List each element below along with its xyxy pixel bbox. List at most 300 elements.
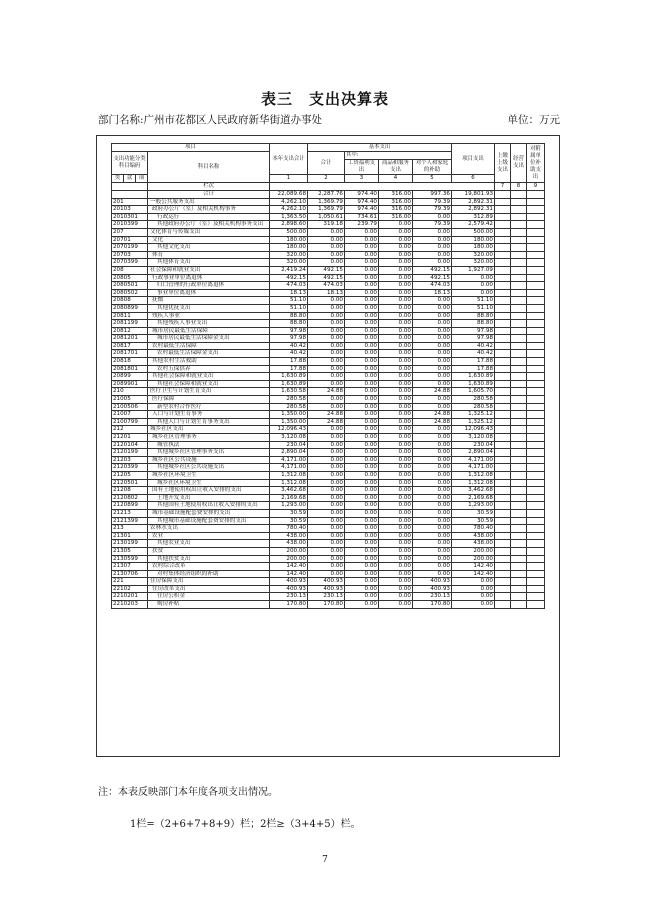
row-value: 1,630.89	[452, 380, 495, 388]
row-value: 0.00	[413, 555, 452, 563]
row-name: 新型农村合作医疗	[148, 403, 270, 411]
row-value: 4,171.00	[270, 464, 308, 472]
row-value: 170.80	[270, 601, 308, 609]
row-value: 0.00	[345, 585, 379, 593]
row-value: 24.88	[308, 418, 345, 426]
department-line	[98, 112, 322, 127]
row-value: 24.88	[308, 411, 345, 419]
row-value: 2,890.04	[452, 449, 495, 457]
row-value: 0.00	[413, 570, 452, 578]
row-value: 79.39	[413, 206, 452, 214]
header-kind: 类	[112, 175, 124, 183]
row-code: 2010301	[112, 213, 148, 221]
row-value: 0.00	[452, 274, 495, 282]
row-value: 0.00	[379, 289, 413, 297]
row-value: 1,363.50	[270, 213, 308, 221]
row-name: 城乡社区环境卫生	[148, 479, 270, 487]
row-value: 0.00	[413, 525, 452, 533]
row-value: 0.00	[345, 327, 379, 335]
table-row	[112, 274, 545, 282]
row-value: 3,462.68	[452, 487, 495, 495]
row-value: 0.00	[345, 502, 379, 510]
row-value: 0.00	[379, 304, 413, 312]
row-value: 0.00	[413, 304, 452, 312]
row-value: 1,350.00	[270, 418, 308, 426]
row-name: 其他农村生活救助	[148, 358, 270, 366]
row-code: 2080502	[112, 289, 148, 297]
row-value: 51.10	[270, 304, 308, 312]
table-row	[112, 509, 545, 517]
table-row	[112, 464, 545, 472]
row-name: 归口管理的行政单位离退休	[148, 282, 270, 290]
table-row	[112, 471, 545, 479]
row-value: 88.80	[452, 320, 495, 328]
total-value: 2,287.76	[308, 191, 345, 199]
row-value: 0.00	[379, 509, 413, 517]
row-value: 230.13	[413, 593, 452, 601]
row-value: 200.00	[270, 547, 308, 555]
row-name: 医疗保障	[148, 396, 270, 404]
table-row	[112, 441, 545, 449]
row-value: 4,171.00	[452, 464, 495, 472]
row-code: 2070199	[112, 244, 148, 252]
row-value: 30.59	[452, 509, 495, 517]
row-value: 30.59	[452, 517, 495, 525]
row-value: 0.00	[345, 479, 379, 487]
row-name: 城市基础设施配套费安排的支出	[148, 509, 270, 517]
row-value: 17.88	[452, 365, 495, 373]
row-value: 0.00	[345, 266, 379, 274]
row-name: 体育	[148, 251, 270, 259]
row-value: 0.00	[379, 373, 413, 381]
row-value: 30.59	[270, 509, 308, 517]
table-row	[112, 350, 545, 358]
row-value: 1,312.08	[452, 471, 495, 479]
row-code: 20812	[112, 327, 148, 335]
row-value: 88.80	[452, 312, 495, 320]
table-row	[112, 206, 545, 214]
row-value: 200.00	[452, 547, 495, 555]
row-value: 0.00	[345, 570, 379, 578]
row-value: 0.00	[379, 441, 413, 449]
row-code: 21208	[112, 487, 148, 495]
row-code: 21305	[112, 547, 148, 555]
row-value: 0.00	[379, 426, 413, 434]
row-value: 0.00	[413, 517, 452, 525]
table-row	[112, 494, 545, 502]
row-value: 0.00	[379, 396, 413, 404]
row-value: 2,169.68	[270, 494, 308, 502]
row-value: 0.00	[413, 297, 452, 305]
row-value: 320.00	[452, 251, 495, 259]
table-row	[112, 365, 545, 373]
row-name: 农村五保供养	[148, 365, 270, 373]
row-value: 79.39	[413, 198, 452, 206]
row-value: 0.00	[379, 479, 413, 487]
header-sum: 合计	[308, 152, 345, 175]
row-code: 21201	[112, 434, 148, 442]
row-value: 97.98	[270, 335, 308, 343]
table-row	[112, 487, 545, 495]
row-value: 0.00	[413, 487, 452, 495]
row-name: 农村最低生活保障金支出	[148, 350, 270, 358]
table-row	[112, 547, 545, 555]
row-value: 180.00	[270, 236, 308, 244]
row-value: 0.00	[379, 601, 413, 609]
row-code: 2100506	[112, 403, 148, 411]
row-name: 农业	[148, 532, 270, 540]
row-value: 474.03	[413, 282, 452, 290]
total-value: 997.36	[413, 191, 452, 199]
row-name: 其他优抚支出	[148, 304, 270, 312]
row-value: 0.00	[379, 320, 413, 328]
row-value: 0.00	[308, 304, 345, 312]
row-value: 0.00	[308, 403, 345, 411]
row-value: 0.00	[413, 502, 452, 510]
row-value: 0.00	[345, 396, 379, 404]
row-value: 438.00	[452, 532, 495, 540]
row-value: 142.40	[270, 563, 308, 571]
header-col-4: 4	[379, 175, 413, 183]
table-row	[112, 601, 545, 609]
table-note: 注：本表反映部门本年度各项支出情况。	[98, 787, 278, 798]
row-value: 0.00	[345, 487, 379, 495]
row-value: 230.04	[270, 441, 308, 449]
row-value: 0.00	[379, 266, 413, 274]
row-code: 2210201	[112, 593, 148, 601]
row-value: 0.00	[345, 456, 379, 464]
header-col-3: 3	[345, 175, 379, 183]
row-value: 0.00	[308, 525, 345, 533]
row-value: 0.00	[452, 289, 495, 297]
row-value: 0.00	[345, 236, 379, 244]
row-value: 0.00	[413, 532, 452, 540]
row-name: 其他扶贫支出	[148, 555, 270, 563]
table-row	[112, 388, 545, 396]
row-value: 1,369.79	[308, 198, 345, 206]
row-value: 1,927.09	[452, 266, 495, 274]
row-value: 400.93	[270, 578, 308, 586]
table-row	[112, 380, 545, 388]
row-code: 20811	[112, 312, 148, 320]
row-code: 2130199	[112, 540, 148, 548]
header-col-6: 6	[452, 175, 495, 183]
row-value: 0.00	[413, 464, 452, 472]
row-code: 201	[112, 198, 148, 206]
row-value: 0.00	[379, 456, 413, 464]
row-code: 2081801	[112, 365, 148, 373]
row-value: 0.00	[379, 532, 413, 540]
row-value: 0.00	[379, 282, 413, 290]
row-name: 城管执法	[148, 441, 270, 449]
table-row	[112, 517, 545, 525]
row-value: 0.00	[413, 259, 452, 267]
row-value: 0.00	[413, 373, 452, 381]
row-name: 文化体育与传媒支出	[148, 228, 270, 236]
table-title: 表三 支出决算表	[260, 90, 389, 108]
header-among: 其中:	[345, 152, 452, 160]
row-value: 24.88	[413, 411, 452, 419]
row-name: 住房改革支出	[148, 585, 270, 593]
row-value: 0.00	[345, 251, 379, 259]
row-code: 20805	[112, 274, 148, 282]
row-value: 0.00	[379, 350, 413, 358]
row-name: 其他政府办公厅（室）及相关机构事务支出	[148, 221, 270, 229]
row-value: 492.15	[270, 274, 308, 282]
row-value: 24.88	[308, 388, 345, 396]
row-code: 20701	[112, 236, 148, 244]
table-row	[112, 358, 545, 366]
row-value: 0.00	[413, 403, 452, 411]
row-value: 319.18	[308, 221, 345, 229]
header-col-7: 7	[495, 183, 511, 191]
row-code: 2120199	[112, 449, 148, 457]
header-col-8: 8	[511, 183, 527, 191]
row-value: 0.00	[345, 244, 379, 252]
row-value: 0.00	[379, 327, 413, 335]
row-value: 0.00	[308, 320, 345, 328]
row-name: 其他体育支出	[148, 259, 270, 267]
row-value: 1,050.61	[308, 213, 345, 221]
row-value: 0.00	[413, 380, 452, 388]
row-value: 0.00	[452, 585, 495, 593]
row-value: 97.98	[452, 327, 495, 335]
col-label: 栏次	[148, 183, 270, 191]
row-code: 20818	[112, 358, 148, 366]
row-value: 0.00	[308, 441, 345, 449]
row-value: 18.13	[413, 289, 452, 297]
row-value: 0.00	[413, 396, 452, 404]
row-value: 780.40	[452, 525, 495, 533]
table-row	[112, 456, 545, 464]
column-formula: 1栏=（2+6+7+8+9）栏；2栏≥（3+4+5）栏。	[130, 819, 361, 830]
row-value: 0.00	[345, 426, 379, 434]
row-code: 2120501	[112, 479, 148, 487]
header-sub: 项	[136, 175, 148, 183]
row-code: 21205	[112, 471, 148, 479]
row-value: 400.93	[270, 585, 308, 593]
row-value: 3,120.08	[270, 434, 308, 442]
row-value: 0.00	[379, 274, 413, 282]
row-value: 180.00	[452, 244, 495, 252]
row-value: 0.00	[413, 540, 452, 548]
row-code: 2210203	[112, 601, 148, 609]
row-value: 492.15	[308, 266, 345, 274]
row-value: 734.61	[345, 213, 379, 221]
row-value: 0.00	[345, 350, 379, 358]
row-value: 0.00	[452, 282, 495, 290]
row-value: 0.00	[308, 426, 345, 434]
row-value: 400.93	[413, 578, 452, 586]
row-value: 0.00	[345, 494, 379, 502]
row-code: 2120899	[112, 502, 148, 510]
row-name: 城乡社区支出	[148, 426, 270, 434]
row-value: 0.00	[308, 517, 345, 525]
row-value: 0.00	[379, 540, 413, 548]
row-value: 0.00	[308, 259, 345, 267]
row-value: 974.40	[345, 198, 379, 206]
table-row	[112, 289, 545, 297]
row-value: 0.00	[345, 441, 379, 449]
table-row	[112, 403, 545, 411]
row-value: 0.00	[379, 418, 413, 426]
header-operate: 经营支出	[511, 144, 527, 183]
row-value: 0.00	[379, 547, 413, 555]
row-name: 其他残疾人事业支出	[148, 320, 270, 328]
row-value: 0.00	[345, 403, 379, 411]
row-name: 国有土地使用权出让收入安排的支出	[148, 487, 270, 495]
row-value: 0.00	[413, 479, 452, 487]
table-row	[112, 540, 545, 548]
row-value: 0.00	[345, 274, 379, 282]
row-value: 170.80	[413, 601, 452, 609]
row-value: 0.00	[345, 578, 379, 586]
row-name: 行政运行	[148, 213, 270, 221]
row-value: 2,890.04	[270, 449, 308, 457]
row-value: 0.00	[308, 570, 345, 578]
row-code: 20103	[112, 206, 148, 214]
row-value: 0.00	[379, 236, 413, 244]
row-value: 1,350.00	[270, 411, 308, 419]
table-row	[112, 396, 545, 404]
unit-label: 单位：万元	[507, 114, 560, 126]
row-code: 2120802	[112, 494, 148, 502]
row-value: 180.00	[270, 244, 308, 252]
row-value: 320.00	[270, 251, 308, 259]
table-row	[112, 251, 545, 259]
total-row	[112, 191, 545, 199]
row-value: 500.00	[452, 228, 495, 236]
table-row	[112, 593, 545, 601]
row-value: 0.00	[413, 236, 452, 244]
table-row	[112, 555, 545, 563]
table-row	[112, 532, 545, 540]
row-value: 0.00	[379, 388, 413, 396]
row-value: 0.00	[379, 403, 413, 411]
row-name: 农村最低生活保障	[148, 342, 270, 350]
row-value: 0.00	[308, 479, 345, 487]
row-value: 0.00	[308, 342, 345, 350]
table-row	[112, 525, 545, 533]
row-value: 0.00	[345, 335, 379, 343]
header-col-5: 5	[413, 175, 452, 183]
row-value: 0.00	[413, 251, 452, 259]
row-value: 0.00	[345, 282, 379, 290]
row-value: 12,096.43	[270, 426, 308, 434]
row-value: 0.00	[308, 532, 345, 540]
row-name: 政府办公厅（室）及相关机构事务	[148, 206, 270, 214]
row-value: 0.00	[379, 244, 413, 252]
row-value: 0.00	[379, 297, 413, 305]
header-code: 支出功能分类科目编码	[112, 152, 148, 175]
row-name: 农林水支出	[148, 525, 270, 533]
row-code: 2010399	[112, 221, 148, 229]
row-name: 其他国有土地使用权出让收入安排的支出	[148, 502, 270, 510]
row-value: 0.00	[308, 380, 345, 388]
table-row	[112, 282, 545, 290]
row-name: 其他社会保障和就业支出	[148, 373, 270, 381]
row-value: 0.00	[413, 547, 452, 555]
row-value: 2,898.60	[270, 221, 308, 229]
row-value: 1,369.79	[308, 206, 345, 214]
row-value: 320.00	[452, 259, 495, 267]
row-value: 0.00	[379, 578, 413, 586]
row-code: 213	[112, 525, 148, 533]
row-value: 0.00	[379, 411, 413, 419]
row-code: 221	[112, 578, 148, 586]
row-value: 0.00	[345, 464, 379, 472]
row-value: 2,169.68	[452, 494, 495, 502]
row-value: 0.00	[413, 471, 452, 479]
row-code: 2120104	[112, 441, 148, 449]
header-name: 科目名称	[148, 152, 270, 183]
row-code: 2081701	[112, 350, 148, 358]
row-name: 医疗卫生与计划生育支出	[148, 388, 270, 396]
header-goods: 商品和服务支出	[379, 160, 413, 175]
row-value: 0.00	[345, 342, 379, 350]
row-value: 0.00	[308, 471, 345, 479]
header-col-2: 2	[308, 175, 345, 183]
row-value: 0.00	[413, 320, 452, 328]
row-value: 400.93	[308, 585, 345, 593]
row-value: 780.40	[270, 525, 308, 533]
row-value: 438.00	[270, 532, 308, 540]
row-value: 0.00	[308, 358, 345, 366]
row-value: 1,630.58	[270, 388, 308, 396]
row-value: 0.00	[379, 342, 413, 350]
row-value: 492.15	[413, 274, 452, 282]
row-value: 0.00	[379, 449, 413, 457]
row-code: 20808	[112, 297, 148, 305]
header-col-1: 1	[270, 175, 308, 183]
row-value: 4,262.10	[270, 198, 308, 206]
row-value: 30.59	[270, 517, 308, 525]
row-value: 51.10	[452, 304, 495, 312]
row-value: 0.00	[308, 327, 345, 335]
row-value: 0.00	[308, 335, 345, 343]
row-value: 0.00	[379, 570, 413, 578]
row-value: 0.00	[345, 228, 379, 236]
row-value: 142.40	[270, 570, 308, 578]
row-value: 24.88	[413, 418, 452, 426]
row-value: 0.00	[308, 434, 345, 442]
row-value: 0.00	[379, 365, 413, 373]
row-value: 0.00	[345, 320, 379, 328]
row-value: 0.00	[379, 563, 413, 571]
row-value: 0.00	[379, 312, 413, 320]
row-name: 其他城乡社区管理事务支出	[148, 449, 270, 457]
row-value: 17.88	[452, 358, 495, 366]
row-value: 0.00	[308, 547, 345, 555]
row-code: 208	[112, 266, 148, 274]
total-value: 974.40	[345, 191, 379, 199]
row-value: 40.42	[270, 342, 308, 350]
row-value: 312.89	[452, 213, 495, 221]
row-value: 0.00	[379, 593, 413, 601]
row-value: 0.00	[452, 593, 495, 601]
row-value: 0.00	[413, 456, 452, 464]
row-value: 0.00	[345, 517, 379, 525]
table-body	[112, 144, 545, 609]
row-value: 24.88	[413, 388, 452, 396]
table-row	[112, 502, 545, 510]
row-value: 0.00	[308, 251, 345, 259]
row-code: 2100799	[112, 418, 148, 426]
row-value: 0.00	[345, 540, 379, 548]
row-name: 其他城乡社区公共设施支出	[148, 464, 270, 472]
row-code: 2070399	[112, 259, 148, 267]
row-value: 0.00	[379, 502, 413, 510]
